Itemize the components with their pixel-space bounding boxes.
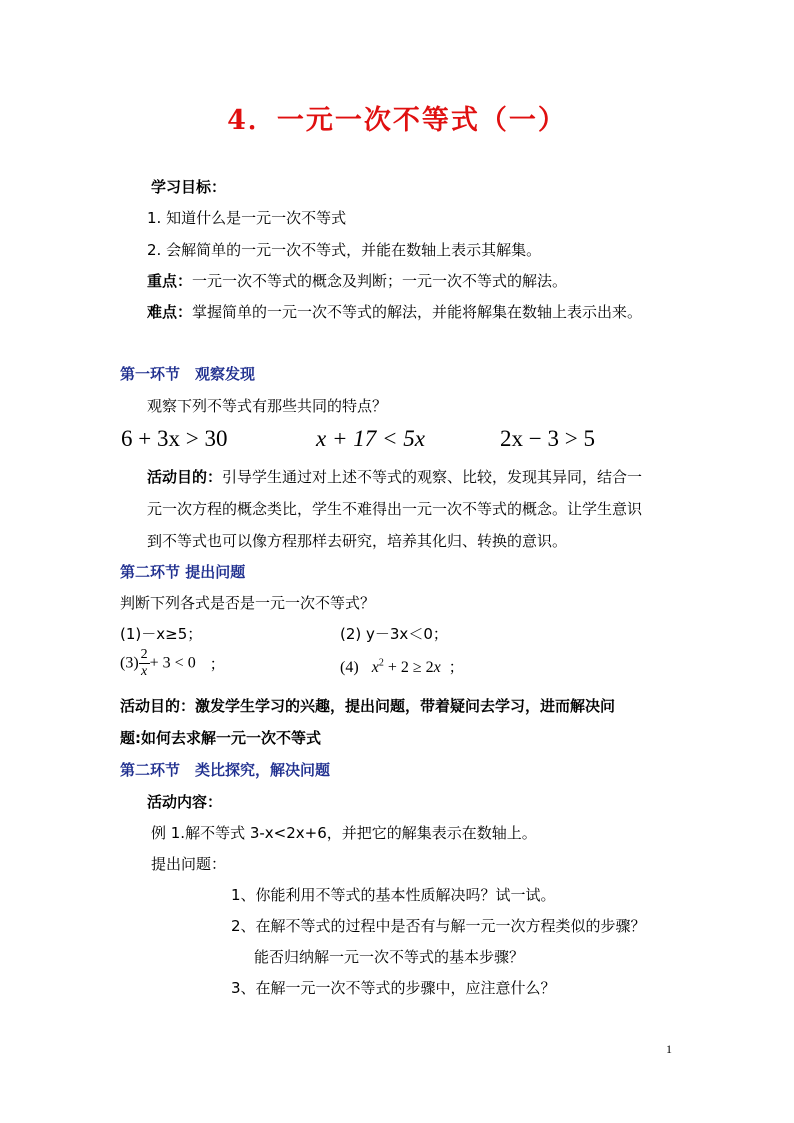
inequality-3: 2x − 3 > 5 [500, 426, 595, 451]
fraction-numerator: 2 [140, 647, 148, 662]
question-2-line2: 能否归纳解一元一次不等式的基本步骤？ [254, 948, 525, 966]
section2-prompt: 判断下列各式是否是一元一次不等式？ [120, 594, 376, 612]
section2-purpose-line1: 活动目的：激发学生学习的兴趣，提出问题，带着疑问去学习，进而解决问 [120, 697, 616, 715]
question-1: 1、你能利用不等式的基本性质解决吗？试一试。 [231, 886, 556, 904]
section1-purpose-line1 [147, 466, 642, 487]
fraction-denominator: x [141, 664, 148, 679]
question-item-4-prefix: (4) [340, 659, 359, 676]
section1-purpose-line3: 到不等式也可以像方程那样去研究，培养其化归、转换的意识。 [147, 532, 568, 550]
inequality-2: x + 17 < 5x [316, 426, 425, 451]
objective-item-2: 2. 会解简单的一元一次不等式，并能在数轴上表示其解集。 [147, 241, 542, 259]
objective-item-1: 1. 知道什么是一元一次不等式 [147, 209, 347, 227]
page-title: 4．一元一次不等式（一） [227, 105, 567, 136]
fraction [139, 648, 150, 679]
question-item-1: (1)－x≥5； [120, 625, 203, 643]
section1-prompt: 观察下列不等式有那些共同的特点？ [147, 397, 388, 415]
key-point [147, 270, 567, 291]
question-item-3-suffix: ； [209, 655, 225, 673]
question-item-2: (2) y－3x＜0； [340, 625, 448, 643]
section1-purpose-text: 引导学生通过对上述不等式的观察、比较，发现其异同，结合一 [222, 468, 643, 486]
key-point-text: 一元一次不等式的概念及判断；一元一次不等式的解法。 [192, 272, 568, 290]
question-item-4-expression: $x^2 + 2 \ge 2x$ [371, 657, 441, 676]
section1-heading: 第一环节 观察发现 [120, 365, 256, 383]
question-item-4-suffix: ； [448, 658, 464, 676]
section2-purpose-line2: 题:如何去求解一元一次不等式 [120, 729, 321, 747]
difficulty-point [147, 301, 642, 322]
question-item-4 [340, 656, 464, 677]
questions-label: 提出问题： [151, 855, 227, 873]
question-item-3-prefix: (3) [120, 654, 139, 672]
question-item-3-rest: + 3 < 0 [149, 654, 196, 672]
section1-purpose-line2: 元一次方程的概念类比，学生不难得出一元一次不等式的概念。让学生意识 [147, 500, 643, 518]
difficulty-label: 难点： [147, 303, 193, 321]
objectives-heading: 学习目标： [151, 178, 227, 196]
activity-content-label: 活动内容： [147, 793, 223, 811]
question-2-line1: 2、在解不等式的过程中是否有与解一元一次方程类似的步骤？ [231, 917, 646, 935]
page-number: 1 [666, 1042, 672, 1056]
inequality-1: 6 + 3x > 30 [121, 426, 228, 451]
question-item-3 [120, 648, 225, 679]
difficulty-text: 掌握简单的一元一次不等式的解法，并能将解集在数轴上表示出来。 [192, 303, 643, 321]
key-point-label: 重点： [147, 272, 193, 290]
section3-heading: 第二环节 类比探究，解决问题 [120, 761, 331, 779]
section2-heading: 第二环节 提出问题 [120, 563, 246, 581]
question-3: 3、在解一元一次不等式的步骤中，应注意什么？ [231, 979, 556, 997]
example-1: 例 1.解不等式 3-x<2x+6，并把它的解集表示在数轴上。 [151, 824, 537, 842]
section1-purpose-label: 活动目的： [147, 468, 223, 486]
